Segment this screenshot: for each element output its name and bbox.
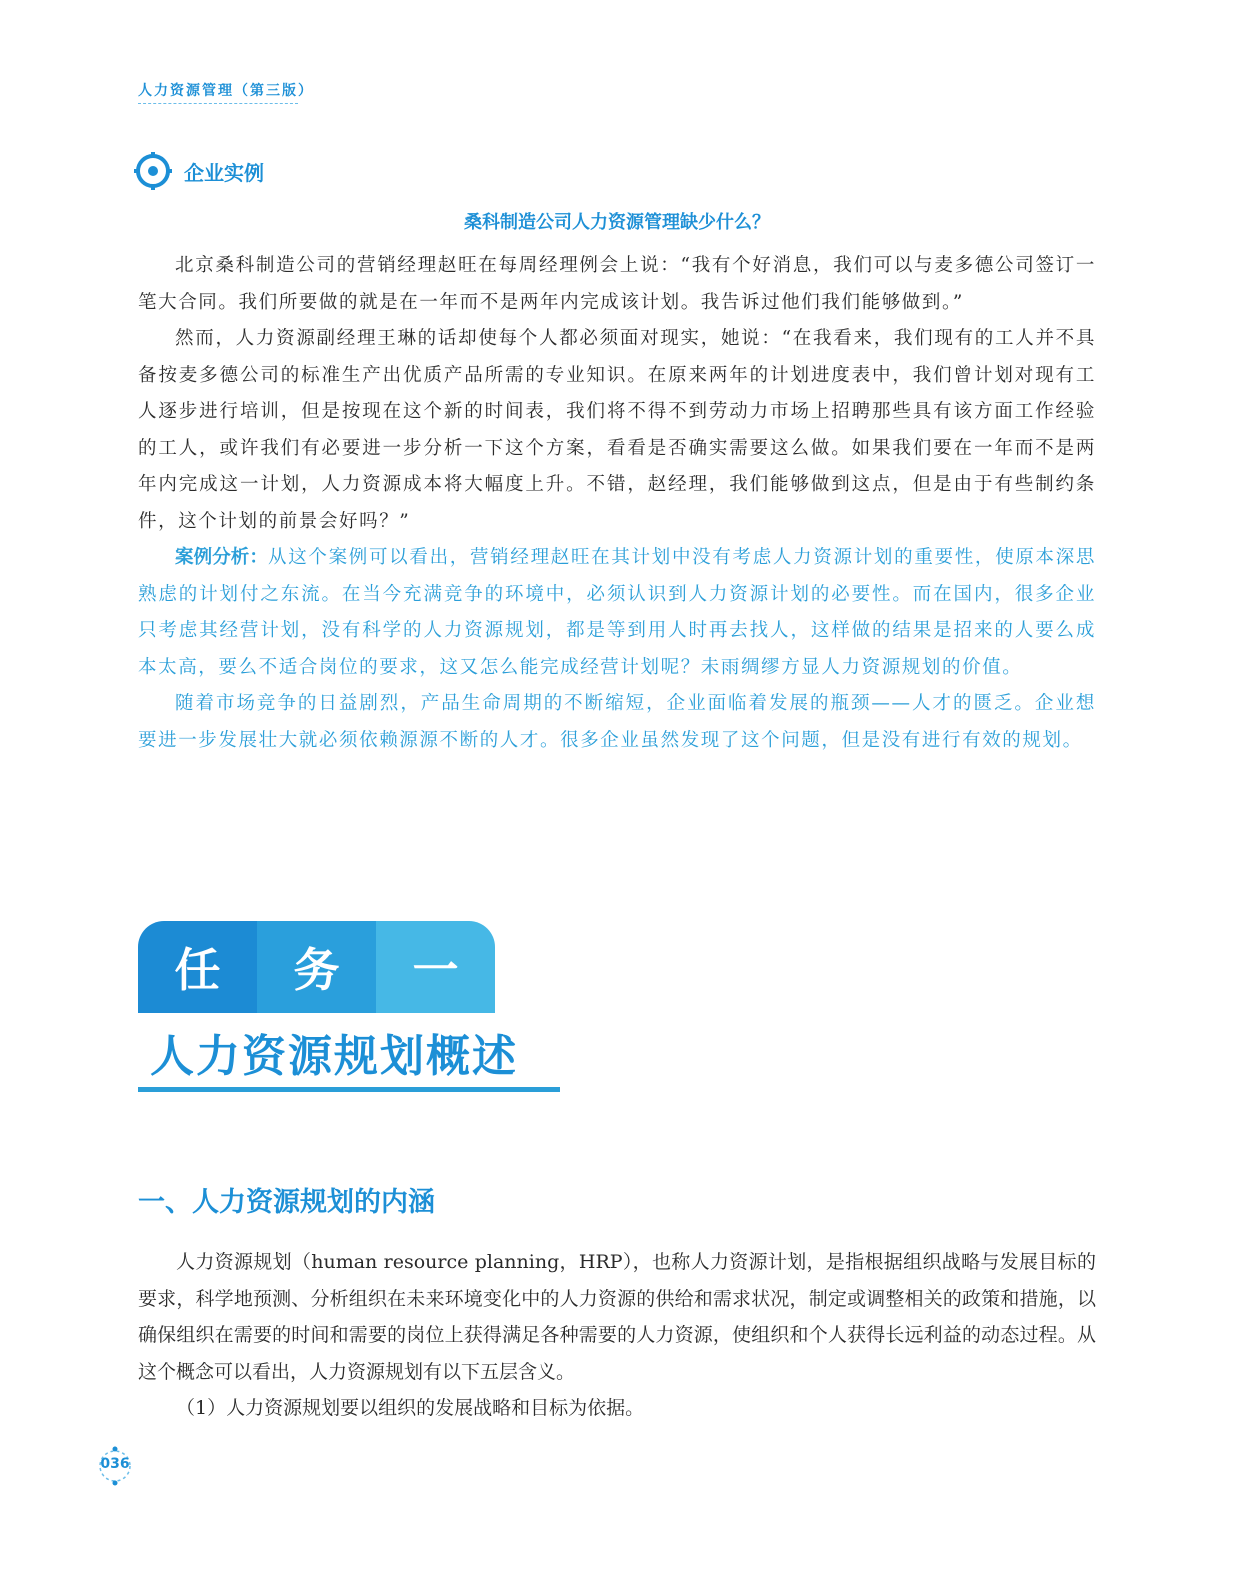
main-body bbox=[138, 1244, 1096, 1427]
case-title: 桑科制造公司人力资源管理缺少什么？ bbox=[464, 212, 770, 233]
task-banner-char-1: 任 bbox=[138, 921, 257, 1013]
running-header-title: 人力资源管理（第三版） bbox=[138, 83, 314, 99]
task-underline bbox=[138, 1087, 560, 1092]
case-section-label: 企业实例 bbox=[184, 161, 264, 185]
case-analysis-label: 案例分析： bbox=[175, 547, 268, 568]
case-paragraph-2: 然而，人力资源副经理王琳的话却使每个人都必须面对现实，她说：“在我看来，我们现有的工人并不具备按麦多德公司的标准生产出优质产品所需的专业知识。在原来两年的计划进度表中，我们曾计划对现有工人逐步进行培训，但是按现在这个新的时间表，我们将不得不到劳动力市场上招聘那些具有该方面工作经验的工人，或许我们有必要进一步分析一下这个方案，看看是否确实需要这么做。如果我们要在一年而不是两年内完成这一计划，人力资源成本将大幅度上升。不错，赵经理，我们能够做到这点，但是由于有些制约条件，这个计划的前景会好吗？” bbox=[138, 328, 1096, 532]
case-analysis-paragraph bbox=[138, 540, 1096, 686]
page-number: 036 bbox=[100, 1456, 130, 1472]
body-paragraph-2: （1）人力资源规划要以组织的发展战略和目标为依据。 bbox=[176, 1397, 645, 1419]
task-banner bbox=[138, 921, 495, 1013]
task-banner-char-3: 一 bbox=[376, 921, 495, 1013]
target-circle-icon bbox=[134, 152, 172, 190]
task-banner-char-2: 务 bbox=[257, 921, 376, 1013]
case-body bbox=[138, 248, 1096, 759]
body-paragraph-1: 人力资源规划（human resource planning，HRP），也称人力资源计划，是指根据组织战略与发展目标的要求，科学地预测、分析组织在未来环境变化中的人力资源的供给和需求状况，制定或调整相关的政策和措施，以确保组织在需要的时间和需要的岗位上获得满足各种需要的人力资源，使组织和个人获得长远利益的动态过程。从这个概念可以看出，人力资源规划有以下五层含义。 bbox=[138, 1251, 1096, 1383]
task-subtitle: 人力资源规划概述 bbox=[150, 1031, 518, 1082]
case-analysis-text: 从这个案例可以看出，营销经理赵旺在其计划中没有考虑人力资源计划的重要性，使原本深思熟虑的计划付之东流。在当今充满竞争的环境中，必须认识到人力资源计划的必要性。而在国内，很多企业只考虑其经营计划，没有科学的人力资源规划，都是等到用人时再去找人，这样做的结果是招来的人要么成本太高，要么不适合岗位的要求，这又怎么能完成经营计划呢？未雨绸缪方显人力资源规划的价值。 bbox=[138, 547, 1096, 678]
case-closing-paragraph: 随着市场竞争的日益剧烈，产品生命周期的不断缩短，企业面临着发展的瓶颈——人才的匮乏。企业想要进一步发展壮大就必须依赖源源不断的人才。很多企业虽然发现了这个问题，但是没有进行有效的规划。 bbox=[138, 693, 1096, 751]
running-header-rule bbox=[138, 103, 298, 104]
section-heading: 一、人力资源规划的内涵 bbox=[138, 1187, 435, 1218]
case-paragraph-1: 北京桑科制造公司的营销经理赵旺在每周经理例会上说：“我有个好消息，我们可以与麦多德公司签订一笔大合同。我们所要做的就是在一年而不是两年内完成该计划。我告诉过他们我们能够做到。” bbox=[138, 255, 1096, 313]
